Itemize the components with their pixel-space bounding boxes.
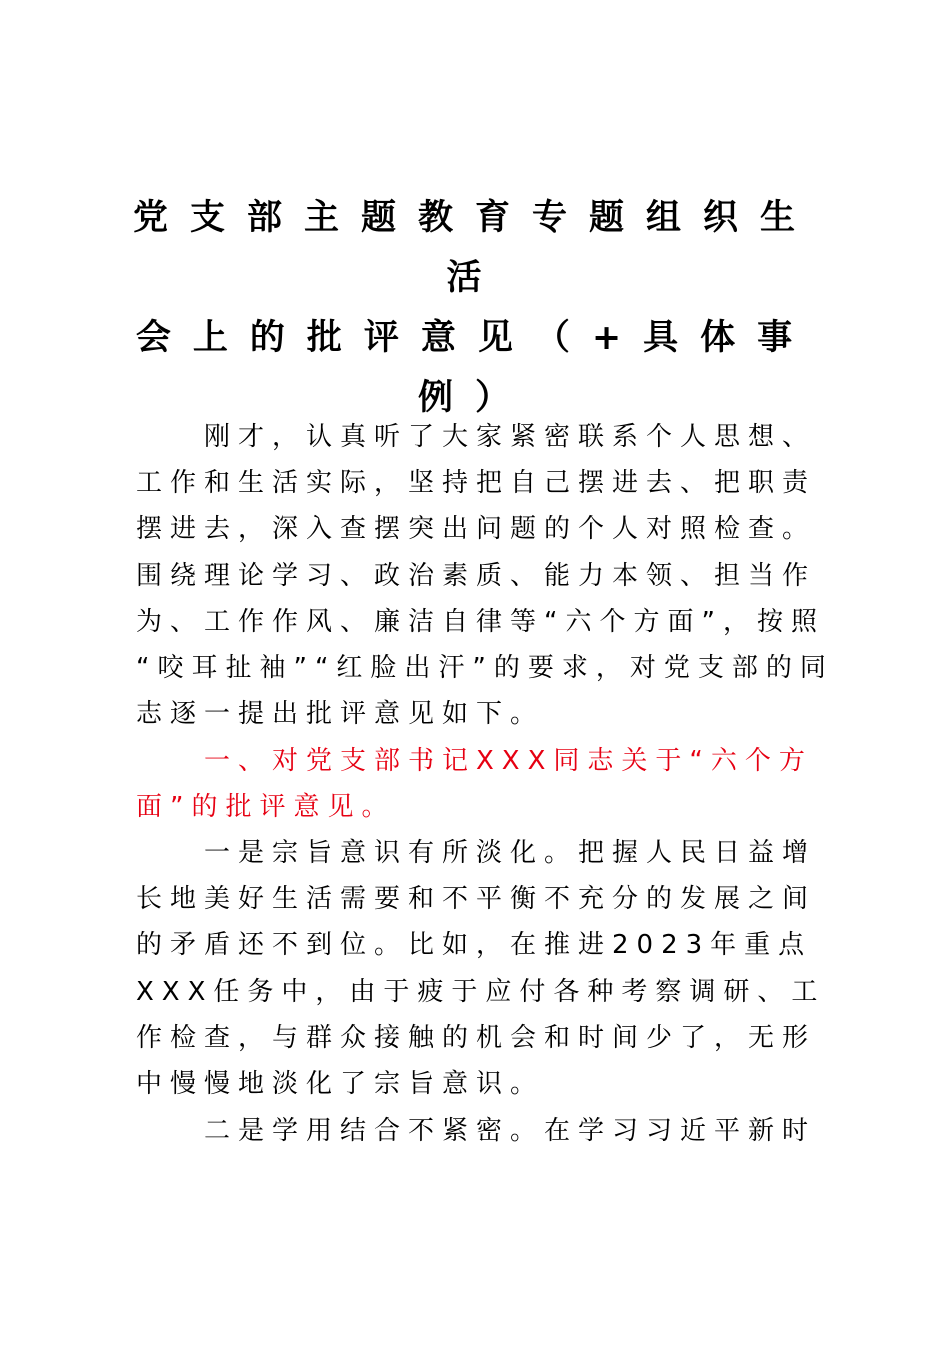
text-line: XXX任务中，由于疲于应付各种考察调研、工 [136, 976, 826, 1007]
title-line: 例） [417, 378, 532, 418]
text-line: 为、工作作风、廉洁自律等“六个方面”，按照 [136, 606, 825, 637]
heading-line: 面”的批评意见。 [136, 792, 396, 823]
point-two-paragraph [136, 1108, 820, 1154]
title-line: 会上的批评意见（+具体事 [135, 318, 815, 358]
text-line: 一是宗旨意识有所淡化。把握人民日益增 [136, 838, 817, 868]
title-line: 党支部主题教育专题组织生活 [132, 198, 817, 298]
section-heading [136, 738, 820, 830]
text-line: 工作和生活实际，坚持把自己摆进去、把职责 [136, 468, 817, 499]
text-line: 二是学用结合不紧密。在学习习近平新时 [136, 1116, 817, 1146]
text-line: 摆进去，深入查摆突出问题的个人对照检查。 [136, 514, 817, 545]
text-line: “咬耳扯袖”“红脸出汗”的要求，对党支部的同 [136, 653, 834, 684]
point-one-paragraph [136, 830, 826, 1107]
intro-paragraph [136, 414, 834, 737]
heading-line: 一、对党支部书记XXX同志关于“六个方 [136, 746, 813, 776]
text-line: 的矛盾还不到位。比如，在推进2023年重点 [136, 930, 813, 961]
text-line: 围绕理论学习、政治素质、能力本领、担当作 [136, 560, 817, 591]
text-line: 志逐一提出批评意见如下。 [136, 699, 545, 730]
text-line: 中慢慢地淡化了宗旨意识。 [136, 1069, 545, 1100]
document-title [130, 188, 820, 428]
text-line: 刚才，认真听了大家紧密联系个人思想、 [136, 422, 817, 452]
text-line: 长地美好生活需要和不平衡不充分的发展之间 [136, 884, 817, 915]
text-line: 作检查，与群众接触的机会和时间少了，无形 [136, 1022, 817, 1053]
